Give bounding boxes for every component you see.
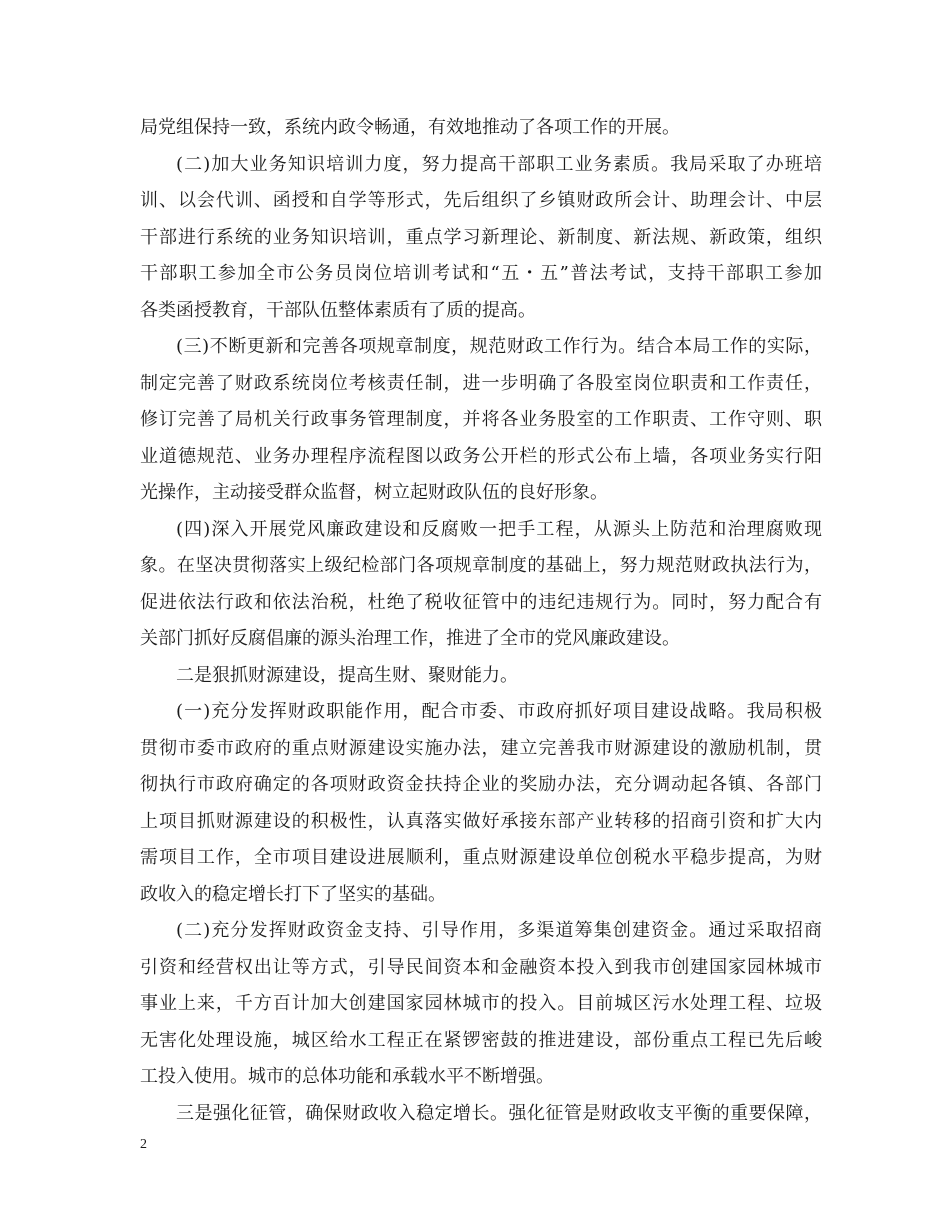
text-line: 贯彻市委市政府的重点财源建设实施办法，建立完善我市财源建设的激励机制，贯 — [140, 737, 822, 759]
text-line: 无害化处理设施，城区给水工程正在紧锣密鼓的推进建设，部份重点工程已先后峻 — [140, 1029, 822, 1051]
text-line: 二是狠抓财源建设，提高生财、聚财能力。 — [176, 664, 518, 686]
text-line: 引资和经营权出让等方式，引导民间资本和金融资本投入到我市创建国家园林城市 — [140, 956, 822, 978]
text-line: (四)深入开展党风廉政建设和反腐败一把手工程，从源头上防范和治理腐败现 — [176, 518, 822, 540]
text-line: 训、以会代训、函授和自学等形式，先后组织了乡镇财政所会计、助理会计、中层 — [140, 190, 822, 211]
text-line: 干部进行系统的业务知识培训，重点学习新理论、新制度、新法规、新政策，组织 — [140, 226, 822, 248]
text-line: 促进依法行政和依法治税，杜绝了税收征管中的违纪违规行为。同时，努力配合有 — [140, 591, 822, 613]
text-line: 干部职工参加全市公务员岗位培训考试和“五・五”普法考试，支持干部职工参加 — [140, 263, 822, 284]
text-line: 象。在坚决贯彻落实上级纪检部门各项规章制度的基础上，努力规范财政执法行为， — [140, 555, 822, 576]
text-line: 彻执行市政府确定的各项财政资金扶持企业的奖励办法，充分调动起各镇、各部门 — [140, 774, 822, 795]
text-line: (一)充分发挥财政职能作用，配合市委、市政府抓好项目建设战略。我局积极 — [176, 701, 822, 722]
text-line: 局党组保持一致，系统内政令畅通，有效地推动了各项工作的开展。 — [140, 117, 680, 138]
text-line: 关部门抓好反腐倡廉的源头治理工作，推进了全市的党风廉政建设。 — [140, 628, 680, 649]
text-line: (三)不断更新和完善各项规章制度，规范财政工作行为。结合本局工作的实际， — [176, 336, 822, 357]
text-line: 上项目抓财源建设的积极性，认真落实做好承接东部产业转移的招商引资和扩大内 — [140, 810, 822, 832]
page-number: 2 — [140, 1137, 147, 1152]
text-line: 政收入的稳定增长打下了坚实的基础。 — [140, 883, 446, 905]
document-body — [140, 110, 822, 1132]
text-line: (二)加大业务知识培训力度，努力提高干部职工业务素质。我局采取了办班培 — [176, 153, 822, 175]
text-line: 光操作，主动接受群众监督，树立起财政队伍的良好形象。 — [140, 482, 608, 503]
text-line: 业道德规范、业务办理程序流程图以政务公开栏的形式公布上墙，各项业务实行阳 — [140, 445, 822, 467]
text-line: 各类函授教育，干部队伍整体素质有了质的提高。 — [140, 299, 536, 321]
text-line: 事业上来，千方百计加大创建国家园林城市的投入。目前城区污水处理工程、垃圾 — [140, 993, 822, 1014]
text-line: 修订完善了局机关行政事务管理制度，并将各业务股室的工作职责、工作守则、职 — [140, 409, 822, 430]
text-line: 需项目工作，全市项目建设进展顺利，重点财源建设单位创税水平稳步提高，为财 — [140, 847, 822, 868]
text-line: 工投入使用。城市的总体功能和承载水平不断增强。 — [140, 1066, 554, 1087]
text-line: 三是强化征管，确保财政收入稳定增长。强化征管是财政收支平衡的重要保障， — [176, 1102, 822, 1124]
text-line: 制定完善了财政系统岗位考核责任制，进一步明确了各股室岗位职责和工作责任， — [140, 372, 822, 394]
text-line: (二)充分发挥财政资金支持、引导作用，多渠道筹集创建资金。通过采取招商 — [176, 920, 822, 941]
